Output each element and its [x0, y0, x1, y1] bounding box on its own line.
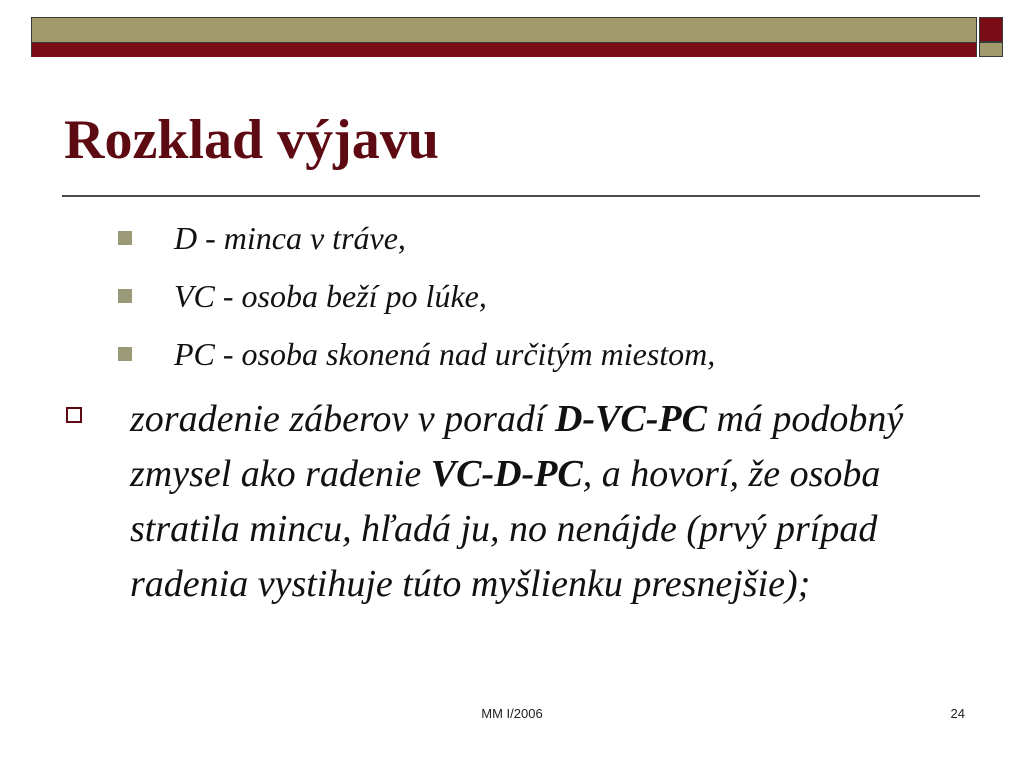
header-olive-band: [32, 18, 976, 43]
main-text-bold: D-VC-PC: [554, 398, 707, 440]
corner-maroon-square: [979, 17, 1003, 42]
hollow-square-bullet-icon: [66, 407, 82, 423]
filled-square-bullet-icon: [118, 289, 132, 303]
sub-bullet-text: VC - osoba beží po lúke,: [174, 278, 487, 314]
page-number: 24: [950, 706, 965, 721]
filled-square-bullet-icon: [118, 231, 132, 245]
footer-label: MM I/2006: [481, 706, 543, 721]
sub-bullet-text: D - minca v tráve,: [174, 220, 406, 256]
main-bullet-text: [130, 392, 966, 612]
title-underline: [62, 195, 980, 197]
header-maroon-band: [32, 43, 976, 57]
main-text-bold: VC-D-PC: [430, 453, 583, 495]
filled-square-bullet-icon: [118, 347, 132, 361]
slide-title: Rozklad výjavu: [64, 109, 439, 171]
main-text-part: , a hovorí, že osoba stratila mincu, hľadá ju, no nenájde (prvý prípad radenia vystihuje túto myšlienku presnejšie);: [130, 453, 881, 605]
sub-bullet-text: PC - osoba skonená nad určitým miestom,: [174, 336, 716, 372]
main-text-part: má podobný zmysel ako radenie: [130, 398, 904, 495]
corner-olive-square: [979, 42, 1003, 57]
main-text-part: zoradenie záberov v poradí: [130, 398, 555, 440]
header-decor-bar: [31, 17, 977, 57]
